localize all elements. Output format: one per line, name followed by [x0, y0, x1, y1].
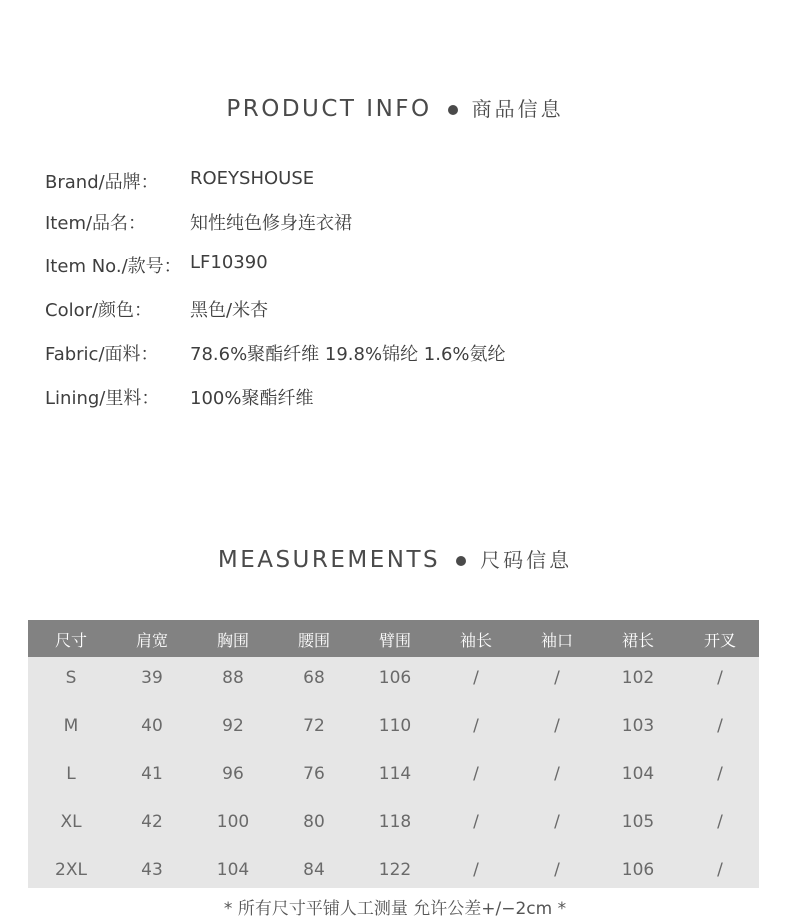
table-cell: /	[473, 812, 479, 832]
table-cell: L	[66, 764, 76, 784]
table-cell: /	[473, 860, 479, 880]
table-cell: 80	[303, 812, 325, 832]
product-info-title	[0, 93, 790, 122]
table-cell: /	[554, 716, 560, 736]
table-row	[28, 812, 759, 860]
measurements-title	[0, 544, 790, 573]
table-cell: 76	[303, 764, 325, 784]
header-cell: 开叉	[703, 631, 736, 650]
table-cell: /	[554, 668, 560, 688]
table-cell: 122	[378, 860, 412, 880]
info-value: 知性纯色修身连衣裙	[190, 213, 352, 234]
product-info-title-en: PRODUCT INFO	[226, 96, 432, 122]
measurements-title-en: MEASUREMENTS	[217, 547, 441, 573]
table-cell: /	[554, 764, 560, 784]
table-cell: 42	[141, 812, 163, 832]
table-cell: 68	[303, 668, 325, 688]
table-cell: 104	[216, 860, 250, 880]
table-cell: 43	[141, 860, 163, 880]
product-info-title-zh: 商品信息	[471, 97, 564, 121]
table-cell: /	[473, 668, 479, 688]
table-cell: 96	[222, 764, 244, 784]
info-label: Color/颜色：	[45, 300, 153, 321]
table-cell: 41	[141, 764, 163, 784]
info-value: 100%聚酯纤维	[190, 388, 314, 409]
table-cell: 114	[378, 764, 412, 784]
table-cell: /	[717, 668, 723, 688]
info-value: 黑色/米杏	[190, 300, 269, 321]
info-value: ROEYSHOUSE	[190, 168, 315, 189]
bullet-dot-icon	[456, 556, 466, 566]
table-cell: 100	[216, 812, 250, 832]
info-label: Item No./款号：	[45, 256, 182, 277]
table-cell: 118	[378, 812, 412, 832]
table-cell: 103	[621, 716, 655, 736]
info-label: Item/品名：	[45, 213, 147, 234]
header-cell: 胸围	[216, 631, 249, 650]
table-cell: 105	[621, 812, 655, 832]
table-cell: /	[717, 860, 723, 880]
info-label: Lining/里料：	[45, 388, 160, 409]
table-cell: XL	[60, 812, 82, 832]
table-cell: 106	[378, 668, 412, 688]
table-cell: /	[554, 812, 560, 832]
header-cell: 腰围	[297, 631, 330, 650]
measurements-title-zh: 尺码信息	[480, 548, 573, 572]
table-cell: /	[554, 860, 560, 880]
header-cell: 尺寸	[54, 631, 87, 650]
measurement-footnote: * 所有尺寸平铺人工测量 允许公差+/−2cm *	[223, 899, 567, 919]
table-cell: /	[717, 716, 723, 736]
header-cell: 袖口	[540, 631, 573, 650]
table-cell: 84	[303, 860, 325, 880]
table-cell: /	[473, 764, 479, 784]
table-cell: 102	[621, 668, 655, 688]
table-row	[28, 764, 759, 812]
table-cell: 106	[621, 860, 655, 880]
table-cell: S	[65, 668, 77, 688]
table-row	[28, 668, 759, 716]
header-cell: 裙长	[621, 631, 654, 650]
table-cell: /	[717, 764, 723, 784]
info-value: LF10390	[190, 252, 268, 273]
info-label: Brand/品牌：	[45, 172, 159, 193]
table-cell: 72	[303, 716, 325, 736]
table-cell: 92	[222, 716, 244, 736]
table-cell: /	[473, 716, 479, 736]
header-cell: 肩宽	[135, 631, 168, 650]
bullet-dot-icon	[448, 105, 458, 115]
table-cell: 88	[222, 668, 244, 688]
table-cell: 2XL	[55, 860, 87, 880]
table-row	[28, 716, 759, 764]
size-table-header	[28, 620, 759, 657]
info-label: Fabric/面料：	[45, 344, 159, 365]
size-table	[28, 620, 759, 888]
table-cell: 104	[621, 764, 655, 784]
table-cell: M	[63, 716, 79, 736]
info-value: 78.6%聚酯纤维 19.8%锦纶 1.6%氨纶	[190, 344, 506, 365]
table-cell: 39	[141, 668, 163, 688]
table-cell: 40	[141, 716, 163, 736]
header-cell: 袖长	[459, 631, 492, 650]
table-cell: 110	[378, 716, 412, 736]
header-cell: 臂围	[378, 631, 411, 650]
table-cell: /	[717, 812, 723, 832]
